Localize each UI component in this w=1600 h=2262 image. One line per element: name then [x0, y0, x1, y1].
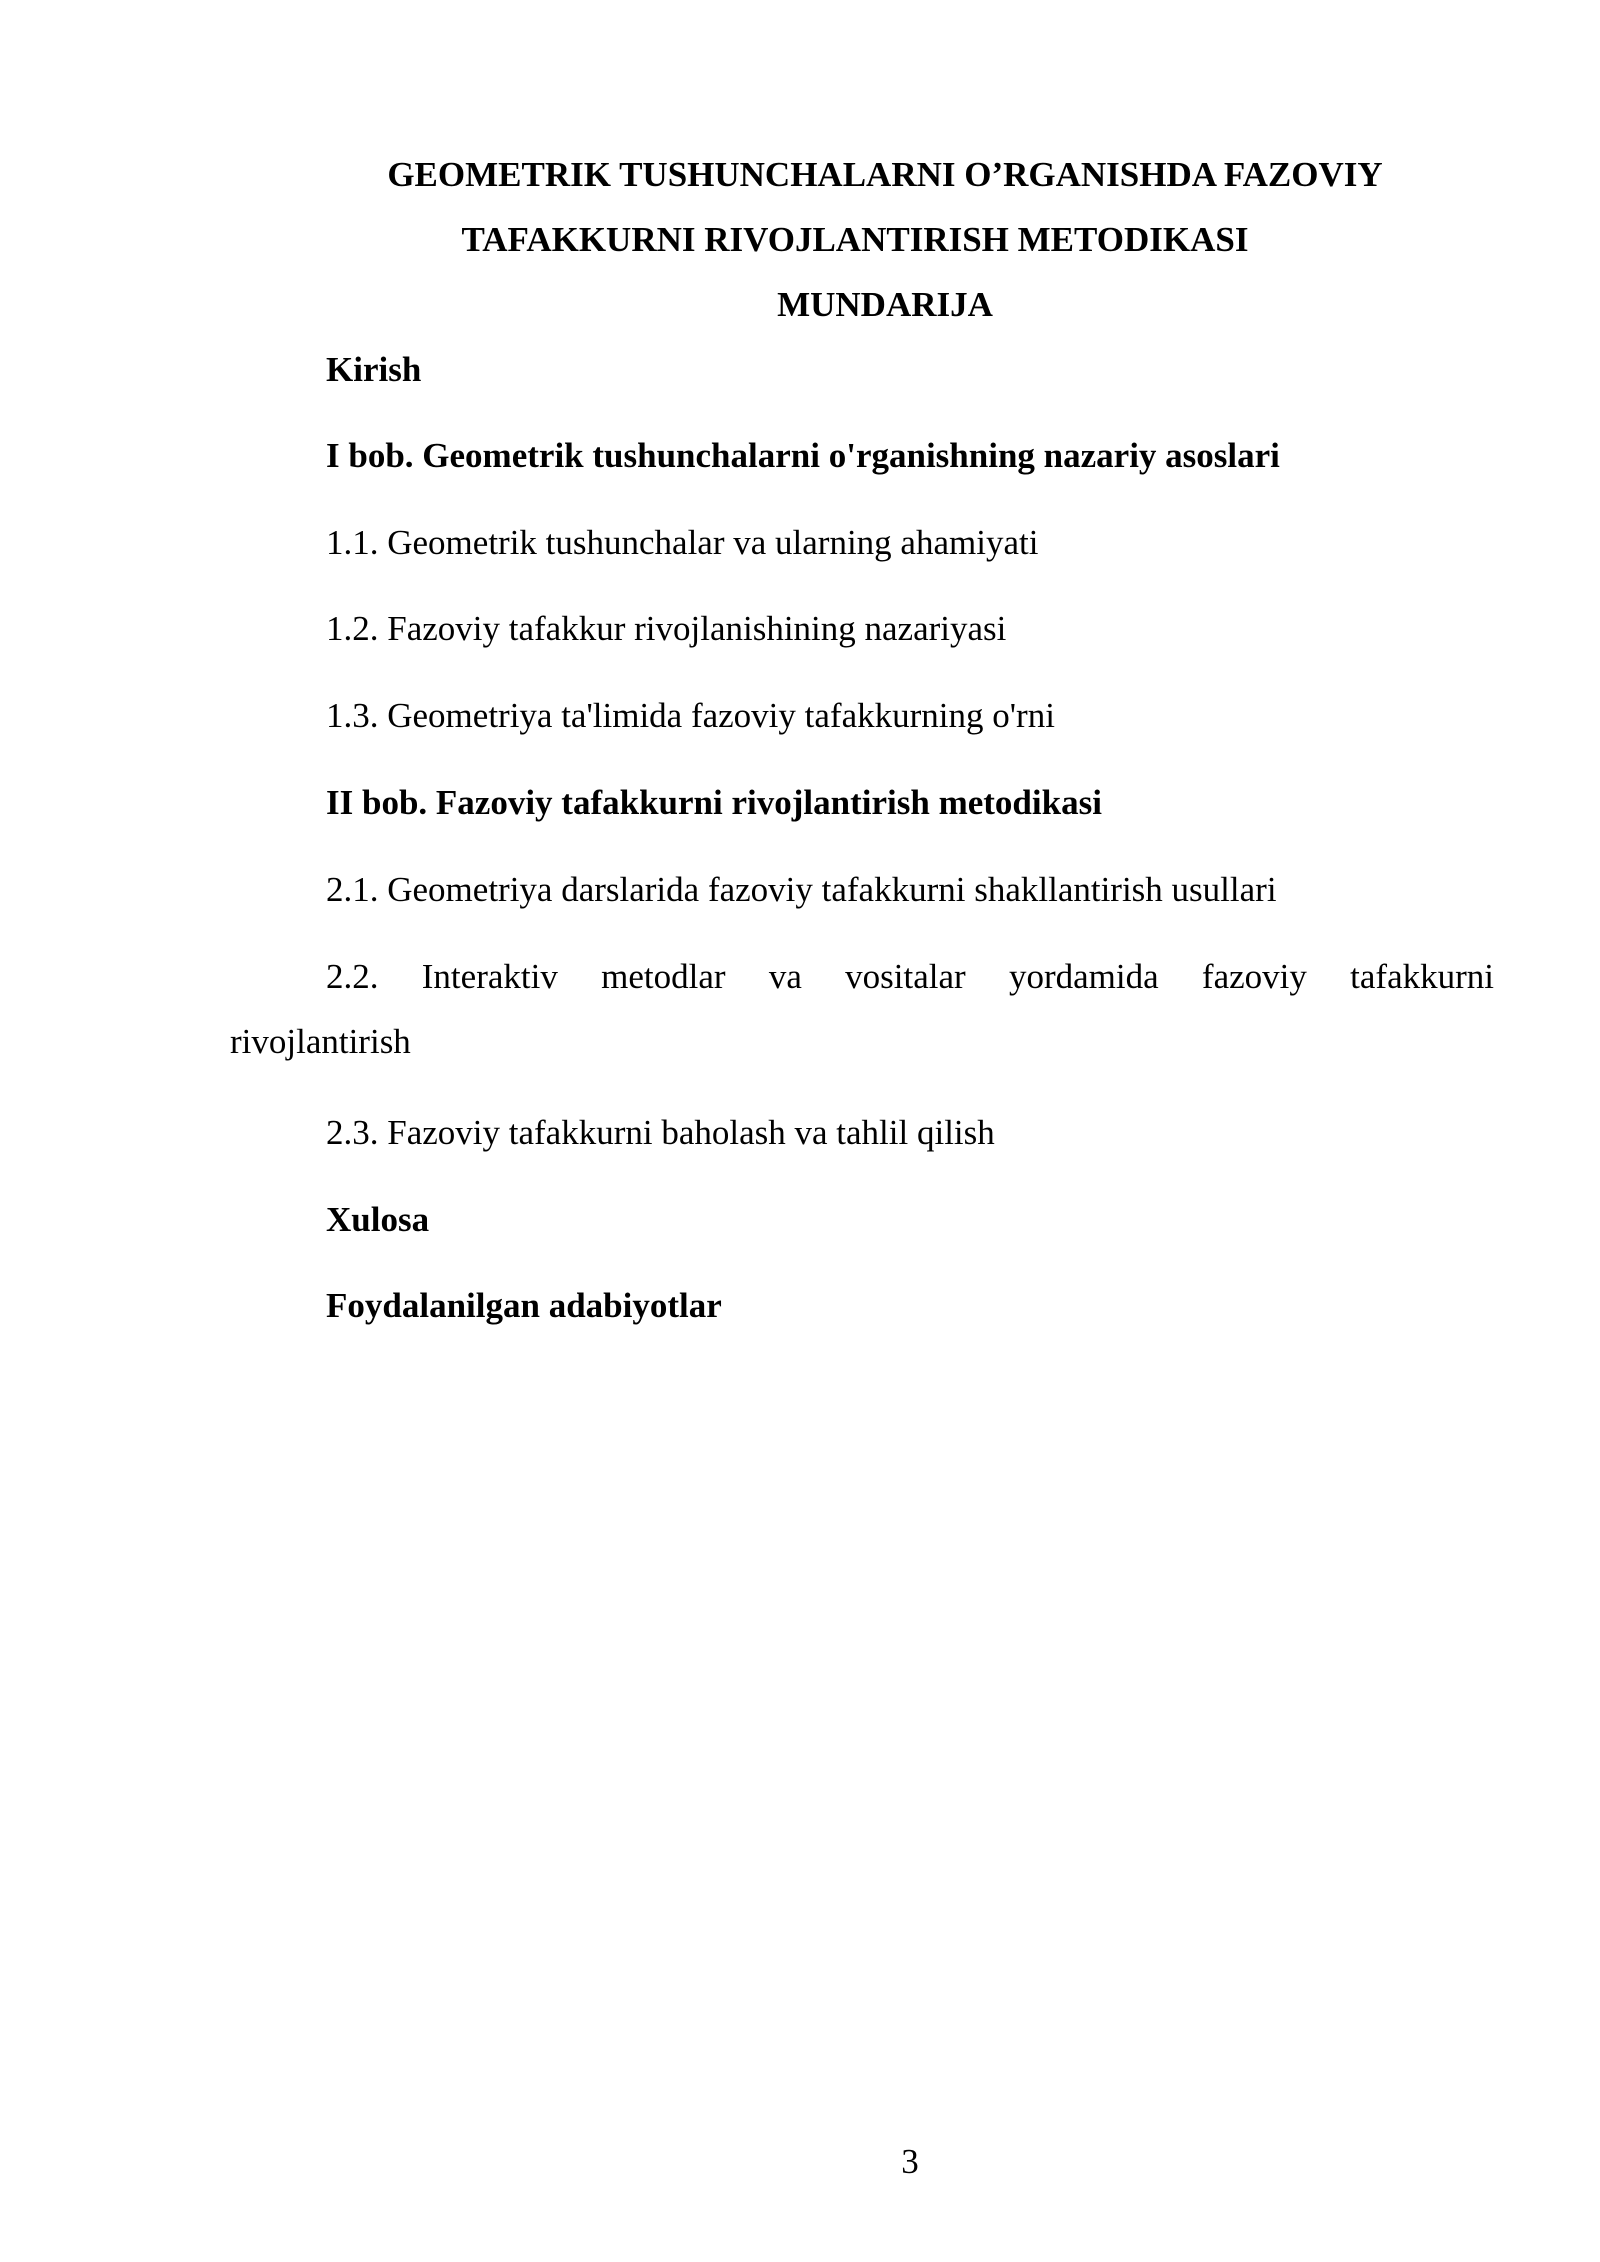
toc-entry-section-1-3: 1.3. Geometriya ta'limida fazoviy tafakkurning o'rni [326, 696, 1055, 735]
toc-entry-section-2-3: 2.3. Fazoviy tafakkurni baholash va tahlil qilish [326, 1113, 995, 1152]
toc-entry-chapter-1: I bob. Geometrik tushunchalarni o'rganishning nazariy asoslari [326, 436, 1280, 475]
toc-entry-chapter-2: II bob. Fazoviy tafakkurni rivojlantirish metodikasi [326, 783, 1102, 822]
page-number: 3 [901, 2142, 919, 2181]
toc-entry-intro: Kirish [326, 350, 422, 389]
word: fazoviy [1201, 957, 1307, 996]
word: vositalar [845, 957, 966, 996]
document-title-line-1: GEOMETRIK TUSHUNCHALARNI O’RGANISHDA FAZOVIY [387, 155, 1383, 194]
word: Interaktiv [421, 957, 558, 996]
word: yordamida [1008, 957, 1159, 996]
toc-entry-section-2-1: 2.1. Geometriya darslarida fazoviy tafakkurni shakllantirish usullari [326, 870, 1277, 909]
word: metodlar [601, 957, 726, 996]
toc-entry-references: Foydalanilgan adabiyotlar [326, 1286, 722, 1325]
toc-entry-conclusion: Xulosa [326, 1200, 430, 1239]
word: va [768, 957, 802, 996]
word: 2.2. [326, 957, 379, 996]
toc-entry-section-1-2: 1.2. Fazoviy tafakkur rivojlanishining nazariyasi [326, 609, 1007, 648]
toc-entry-section-2-2 [230, 944, 1494, 1074]
toc-entry-section-2-2-line-2: rivojlantirish [230, 1022, 411, 1061]
word: tafakkurni [1350, 957, 1494, 996]
document-title-line-2: TAFAKKURNI RIVOJLANTIRISH METODIKASI [461, 220, 1249, 259]
toc-entry-section-2-2-line-1 [230, 944, 1494, 1009]
toc-entry-section-1-1: 1.1. Geometrik tushunchalar va ularning ahamiyati [326, 523, 1039, 562]
toc-heading: MUNDARIJA [777, 285, 993, 324]
